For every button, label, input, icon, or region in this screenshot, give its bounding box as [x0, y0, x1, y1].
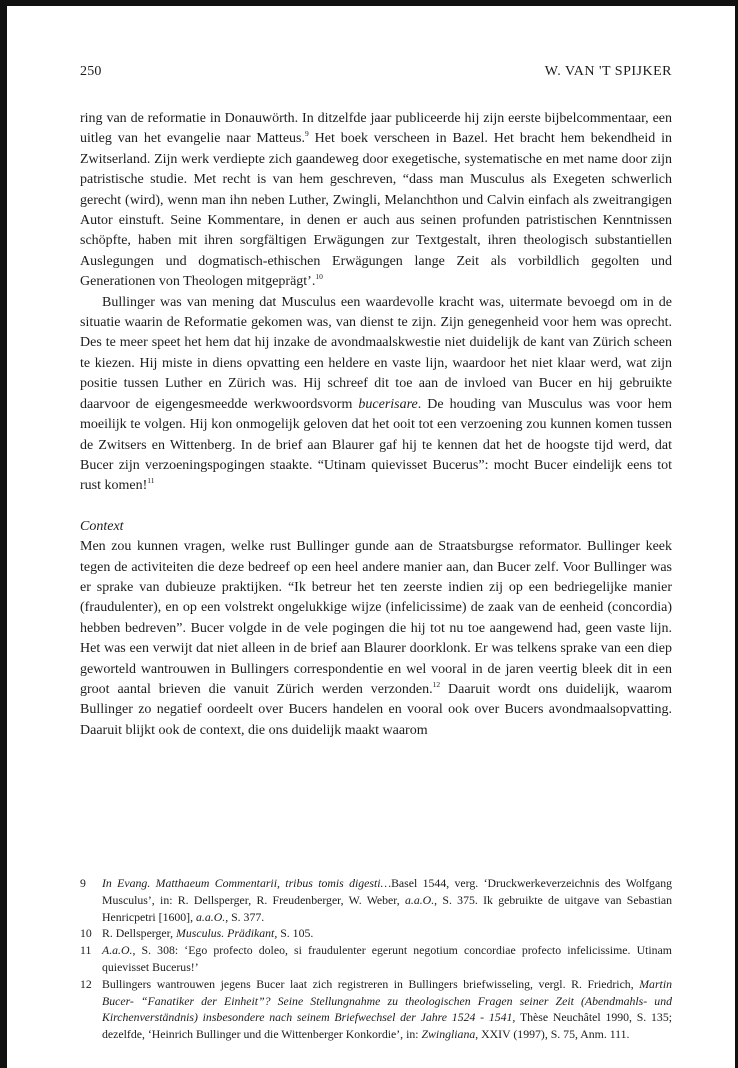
footnote-text: S. 105. [277, 926, 314, 941]
footnote-text: R. Dellsperger, [102, 926, 177, 941]
footnote-italic: a.a.O. [196, 909, 226, 924]
footnote-9 [80, 875, 672, 925]
footnote-number: 11 [80, 943, 92, 958]
footnote-ref[interactable]: 9 [304, 129, 309, 139]
paragraph-2 [80, 293, 672, 497]
paragraph-text: ring van de reformatie in Donauwörth. In ditzelfde jaar publiceerde hij zijn eerste bijbelcommentaar, een uitleg van het evangelie naar Matteus. [80, 111, 672, 147]
scan-border-left [0, 0, 7, 1068]
paragraph-3 [80, 537, 672, 741]
footnote-italic: Martin Bucer- “Fanatiker der Einheit”? Seine Stellungnahme zu theologischen Fragen seiner Zeit (Abendmahls- und Kirchenverständnis) insbesondere nach seinem Briefwechsel der Jahre 1524 - 1541, [102, 976, 672, 1025]
paragraph-1 [80, 109, 672, 293]
paragraph-text: Bullinger was van mening dat Musculus een waardevolle kracht was, uitermate bevoegd om in de situatie waarin de Reformatie gekomen was, van dienst te zijn. Zijn genegenheid voor hem was oprecht. Des te meer speet het hem dat hij inzake de avondmaalskwestie niet duidelijk de kant van Zürich scheen te kiezen. Hij miste in diens opvatting een heldere en vaste lijn, waardoor het niet klaar werd, wat zijn positie tussen Luther en Zürich was. Hij schreef dit toe aan de invloed van Bucer en hij gebruikte daarvoor de eigengesmeedde werkwoordsvorm [80, 294, 672, 412]
paragraph-text: Men zou kunnen vragen, welke rust Bullinger gunde aan de Straatsburgse reformator. Bullinger keek tegen de activiteiten die deze bedreef op een heel andere manier aan, dan Bucer zelf. Voor Bullinger was er sprake van dubieuze praktijken. “Ik betreur het ten zeerste indien zij op een bedriegelijke manier (fraudulenter), en op een volstrekt ongelukkige wijze (infelicissime) de zaak van de eenheid (concordia) hebben bedreven”. Bucer volgde in de vele pogingen die hij tot nu toe aangewend had, geen vaste lijn. Het was een verwijt dat niet alleen in de brief aan Blaurer doorklonk. Er was telkens sprake van een diep geworteld wantrouwen in Bullingers correspondentie en wel vooral in de jaren veertig bleek dit in een groot aantal brieven die vanuit Zürich werden verzonden. [80, 539, 672, 697]
section-heading: Context [80, 518, 124, 534]
page-number: 250 [80, 64, 102, 79]
footnote-number: 12 [80, 976, 92, 991]
footnote-11 [80, 942, 672, 976]
running-head [80, 64, 672, 84]
footnote-text: , S. 375. Ik gebruikte de uitgave van Sebastian Henricpetri [1600], [102, 892, 672, 924]
footnote-10 [80, 925, 672, 942]
footnote-italic: A.a.O. [102, 943, 133, 958]
footnote-text: , S. 308: ‘Ego profecto doleo, si fraudulenter egerunt negotium concordiae profecto infelicissime. Utinam quievisset Bucerus!’ [102, 943, 672, 974]
footnote-italic: Musculus. Prädikant, [176, 926, 278, 941]
footnote-italic: a.a.O. [404, 892, 435, 907]
footnote-italic: Zwingliana [421, 1027, 476, 1042]
body-text [80, 109, 672, 741]
footnote-ref[interactable]: 10 [315, 272, 323, 282]
running-head-author: W. VAN 'T SPIJKER [544, 64, 672, 79]
footnote-ref[interactable]: 12 [432, 679, 441, 689]
footnote-ref[interactable]: 11 [147, 476, 155, 486]
paragraph-text: Het boek verscheen in Bazel. Het bracht hem bekendheid in Zwitserland. Zijn werk verdiepte zich gaandeweg door exegetische, systematische en met name door zijn patristische studie. Met recht is van hem geschreven, “dass man Musculus als Exegeten schwerlich gerecht (wird), wenn man ihn neben Luther, Zwingli, Melanchthon und Calvin einfach als zweitrangigen Autor einstuft. Seine Kommentare, in denen er auch aus seinen profunden patristischen Kenntnissen schöpfte, haben mit ihren sorgfältigen Erwägungen zur Textgestalt, ihren theologisch substantiellen Auslegungen und dogmatisch-ethischen Erwägungen lange Zeit als vorbildlich gegolten und Generationen von Theologen mitgeprägt’. [80, 131, 673, 290]
paragraph-text: . De houding van Musculus was voor hem moeilijk te volgen. Hij kon onmogelijk geloven dat het ooit tot een verzoening zou kunnen komen tussen de Zwitsers en Wittenberg. In de brief aan Blaurer gaf hij te kennen dat het de hoogste tijd werd, dat Bucer zijn verzoeningspogingen staakte. “Utinam quievisset Bucerus”: mocht Bucer eindelijk eens tot rust komen! [80, 396, 672, 494]
footnote-12 [80, 976, 672, 1043]
footnote-text: , XXIV (1997), S. 75, Anm. 111. [475, 1027, 630, 1042]
footnote-text: Basel 1544, verg. ‘Druckwerkeverzeichnis des Wolfgang Musculus’, in: R. Dellsperger, R. Freudenberger, W. Weber, [102, 876, 672, 907]
footnote-number: 10 [80, 926, 92, 941]
italic-term: bucerisare [358, 396, 418, 412]
footnote-number: 9 [80, 876, 86, 890]
scan-border-top [0, 0, 738, 6]
footnote-text: Thèse Neuchâtel 1990, S. 135; dezelfde, ‘Heinrich Bullinger und die Wittenberger Konkordie’, in: [102, 1010, 672, 1042]
paragraph-text: Daaruit wordt ons duidelijk, waarom Bullinger zo negatief oordeelt over Bucers handelen en vooral ook over Bucers avondmaalsopvatting. Daaruit blijkt ook de context, die ons duidelijk maakt waarom [80, 681, 673, 738]
footnote-italic: In Evang. Matthaeum Commentarii, tribus tomis digesti… [102, 876, 392, 890]
footnote-text: Bullingers wantrouwen jegens Bucer laat zich registreren in Bullingers briefwisseling, vergl. R. Friedrich, [102, 976, 640, 991]
footnote-text: , S. 377. [225, 909, 265, 924]
footnotes [80, 875, 672, 1043]
